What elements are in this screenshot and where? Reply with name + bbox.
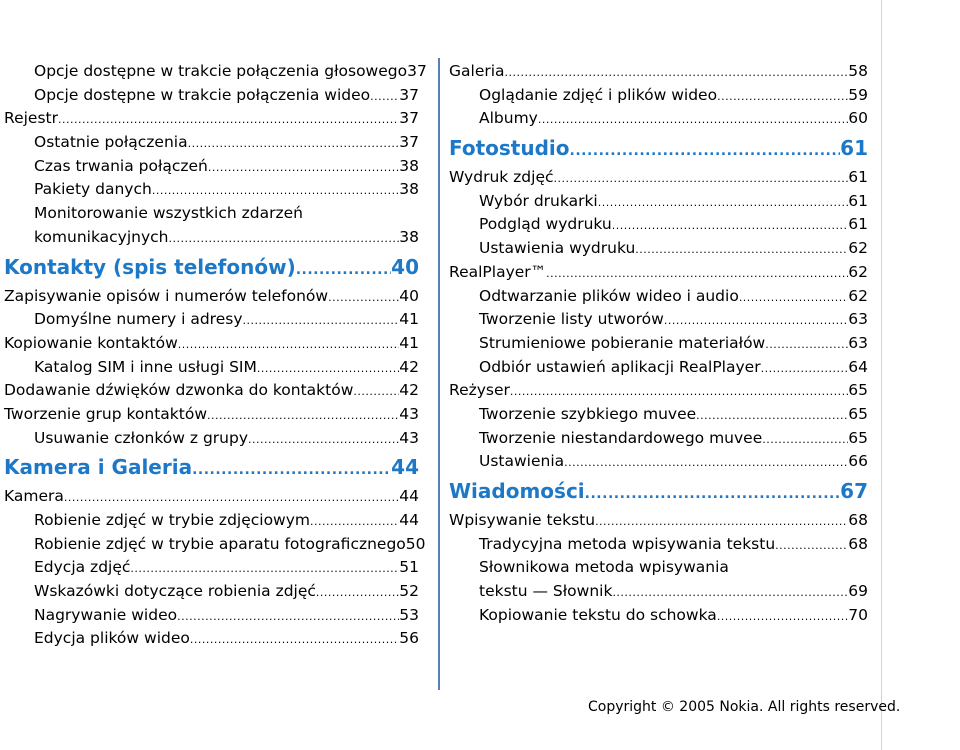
toc-entry[interactable]	[4, 178, 419, 202]
section-page-number: 44	[391, 455, 419, 480]
dot-leader	[169, 233, 400, 244]
entry-page-number: 64	[848, 357, 868, 376]
toc-entry[interactable]	[449, 60, 868, 84]
toc-entry[interactable]	[4, 580, 419, 604]
dot-leader	[178, 339, 399, 350]
entry-page-number: 53	[399, 605, 419, 624]
entry-page-number: 44	[399, 511, 419, 529]
entry-page-number: 63	[848, 310, 868, 329]
entry-page-number: 63	[848, 333, 868, 352]
entry-title: Albumy	[479, 109, 538, 128]
toc-section-heading[interactable]	[449, 131, 868, 166]
entry-title: Ustawienia wydruku	[479, 239, 636, 258]
copyright-notice: Copyright © 2005 Nokia. All rights reserved.	[588, 699, 901, 715]
entry-page-number: 37	[407, 62, 427, 80]
entry-title: Ostatnie połączenia	[34, 133, 188, 152]
entry-page-number: 50	[405, 534, 426, 553]
toc-entry[interactable]	[4, 226, 419, 250]
entry-title: Edycja zdjęć	[34, 558, 131, 577]
dot-leader	[296, 263, 391, 277]
toc-entry[interactable]	[4, 604, 419, 628]
entry-title: Tworzenie grup kontaktów	[4, 404, 208, 423]
entry-page-number: 70	[848, 605, 868, 624]
dot-leader	[370, 91, 399, 102]
dot-leader	[598, 197, 849, 208]
entry-page-number: 41	[399, 310, 419, 329]
dot-leader	[761, 363, 849, 374]
section-page-number: 67	[840, 479, 868, 503]
toc-entry[interactable]	[4, 60, 427, 84]
entry-page-number: 42	[399, 357, 419, 376]
entry-title: Domyślne numery i adresy	[34, 310, 243, 329]
toc-entry[interactable]	[4, 107, 419, 131]
dot-leader	[243, 315, 400, 326]
toc-section-heading[interactable]	[449, 474, 868, 509]
section-title: Kamera i Galeria	[4, 455, 193, 480]
entry-title: Odbiór ustawień aplikacji RealPlayer	[479, 357, 761, 376]
toc-entry[interactable]	[4, 202, 419, 226]
entry-title: Strumieniowe pobieranie materiałów	[479, 333, 766, 352]
toc-entry[interactable]	[449, 332, 868, 356]
entry-page-number: 68	[848, 534, 868, 553]
entry-title: Ustawienia	[479, 452, 565, 471]
toc-entry[interactable]	[4, 556, 419, 580]
toc-entry[interactable]	[449, 533, 868, 557]
dot-leader	[570, 144, 841, 158]
entry-page-number: 56	[399, 629, 419, 648]
entry-title: Wybór drukarki	[479, 191, 598, 210]
entry-page-number: 65	[848, 428, 868, 447]
entry-page-number: 66	[848, 452, 868, 471]
entry-title: Robienie zdjęć w trybie zdjęciowym	[34, 511, 311, 529]
dot-leader	[328, 292, 399, 303]
entry-title: Oglądanie zdjęć i plików wideo	[479, 85, 718, 104]
entry-title: Zapisywanie opisów i numerów telefonów	[4, 286, 329, 305]
entry-title: Katalog SIM i inne usługi SIM	[34, 357, 257, 376]
toc-entry[interactable]	[449, 107, 868, 131]
dot-leader	[353, 386, 399, 397]
dot-leader	[316, 587, 399, 598]
entry-page-number: 61	[848, 215, 868, 234]
toc-entry[interactable]	[4, 84, 419, 108]
dot-leader	[257, 363, 399, 374]
entry-page-number: 40	[399, 286, 419, 305]
entry-title: Opcje dostępne w trakcie połączenia głosowego	[34, 62, 408, 80]
entry-page-number: 38	[399, 180, 419, 199]
toc-entry[interactable]	[449, 166, 868, 190]
entry-title: Tworzenie niestandardowego muvee	[479, 428, 763, 447]
section-title: Fotostudio	[449, 136, 570, 161]
entry-title: Tradycyjna metoda wpisywania tekstu	[479, 534, 776, 553]
entry-page-number: 44	[399, 487, 419, 506]
toc-entry[interactable]	[449, 580, 868, 604]
entry-page-number: 58	[848, 62, 868, 80]
entry-title: Tworzenie listy utworów	[479, 310, 664, 329]
dot-leader	[538, 114, 848, 125]
toc-entry[interactable]	[4, 308, 419, 332]
toc-entry[interactable]	[4, 427, 419, 451]
entry-title: Nagrywanie wideo	[34, 605, 178, 624]
toc-entry[interactable]	[449, 450, 868, 474]
entry-title: Edycja plików wideo	[34, 629, 190, 648]
dot-leader	[152, 185, 399, 196]
entry-title: Czas trwania połączeń	[34, 156, 208, 175]
dot-leader	[208, 162, 399, 173]
toc-section-heading[interactable]	[4, 250, 419, 285]
dot-leader	[664, 315, 848, 326]
toc-entry[interactable]	[4, 485, 419, 509]
toc-column-left	[4, 60, 427, 651]
toc-section-heading[interactable]	[4, 450, 419, 485]
section-page-number: 61	[840, 136, 868, 161]
dot-leader	[505, 67, 849, 78]
dot-leader	[717, 91, 848, 102]
entry-page-number: 37	[399, 133, 419, 152]
toc-column-right	[449, 60, 868, 627]
entry-page-number: 43	[399, 404, 419, 423]
dot-leader	[762, 434, 848, 445]
dot-leader	[564, 457, 848, 468]
entry-page-number: 61	[848, 191, 868, 210]
page-edge-strip	[881, 0, 960, 750]
toc-entry[interactable]	[449, 427, 868, 451]
dot-leader	[696, 410, 848, 421]
entry-page-number: 37	[399, 85, 419, 104]
toc-entry[interactable]	[449, 403, 868, 427]
entry-title: Rejestr	[4, 109, 58, 128]
dot-leader	[612, 587, 848, 598]
entry-title: Kopiowanie tekstu do schowka	[479, 605, 717, 624]
dot-leader	[554, 173, 849, 184]
toc-entry[interactable]	[449, 213, 868, 237]
entry-title: Kopiowanie kontaktów	[4, 333, 178, 352]
toc-entry[interactable]	[449, 261, 868, 285]
entry-page-number: 65	[848, 381, 868, 400]
toc-entry[interactable]	[449, 308, 868, 332]
entry-page-number: 38	[399, 156, 419, 175]
entry-page-number: 42	[399, 381, 419, 400]
dot-leader	[177, 611, 399, 622]
toc-entry[interactable]	[4, 627, 419, 651]
toc-entry[interactable]	[449, 509, 868, 533]
dot-leader	[207, 410, 399, 421]
entry-page-number: 69	[848, 582, 868, 601]
dot-leader	[192, 463, 391, 477]
toc-entry[interactable]	[4, 403, 419, 427]
dot-leader	[58, 114, 399, 125]
entry-title: komunikacyjnych	[34, 227, 169, 246]
toc-entry[interactable]	[4, 509, 419, 533]
dot-leader	[635, 244, 848, 255]
entry-page-number: 68	[848, 511, 868, 529]
entry-page-number: 43	[399, 428, 419, 447]
entry-page-number: 62	[848, 239, 868, 258]
toc-entry[interactable]	[449, 604, 868, 628]
dot-leader	[510, 386, 848, 397]
entry-title: Pakiety danych	[34, 180, 152, 199]
entry-page-number: 60	[848, 109, 868, 128]
entry-title: Wydruk zdjęć	[449, 168, 554, 187]
entry-title: Tworzenie szybkiego muvee	[479, 404, 697, 423]
dot-leader	[130, 563, 399, 574]
dot-leader	[310, 516, 399, 527]
dot-leader	[248, 434, 399, 445]
dot-leader	[64, 492, 399, 503]
toc-entry[interactable]	[449, 285, 868, 309]
entry-title: Kamera	[4, 487, 64, 506]
entry-title: Galeria	[449, 62, 505, 80]
dot-leader	[717, 611, 848, 622]
toc-entry[interactable]	[449, 237, 868, 261]
dot-leader	[190, 634, 399, 645]
entry-title: Podgląd wydruku	[479, 215, 612, 234]
dot-leader	[612, 220, 849, 231]
dot-leader	[765, 339, 848, 350]
entry-title: Robienie zdjęć w trybie aparatu fotograficznego	[34, 534, 406, 553]
toc-entry[interactable]	[4, 285, 419, 309]
entry-page-number: 41	[399, 333, 419, 352]
entry-page-number: 38	[399, 227, 419, 246]
section-page-number: 40	[391, 254, 419, 279]
entry-page-number: 61	[848, 168, 868, 187]
dot-leader	[595, 516, 848, 527]
entry-title: Usuwanie członków z grupy	[34, 428, 249, 447]
toc-entry[interactable]	[4, 332, 419, 356]
dot-leader	[188, 138, 400, 149]
dot-leader	[546, 268, 848, 279]
dot-leader	[585, 487, 840, 501]
section-title: Kontakty (spis telefonów)	[4, 254, 296, 279]
toc-entry[interactable]	[449, 379, 868, 403]
entry-title: Opcje dostępne w trakcie połączenia wideo	[34, 85, 371, 104]
entry-page-number: 65	[848, 404, 868, 423]
entry-title: Monitorowanie wszystkich zdarzeń	[34, 204, 303, 223]
entry-title: Słownikowa metoda wpisywania	[479, 558, 729, 577]
entry-title: Reżyser	[449, 381, 510, 400]
toc-entry[interactable]	[4, 131, 419, 155]
entry-title: Odtwarzanie plików wideo i audio	[479, 286, 739, 305]
entry-page-number: 52	[399, 582, 419, 601]
toc-entry[interactable]	[449, 556, 868, 580]
entry-title: Dodawanie dźwięków dzwonka do kontaktów	[4, 381, 354, 400]
toc-entry[interactable]	[449, 84, 868, 108]
entry-page-number: 59	[848, 85, 868, 104]
entry-page-number: 62	[848, 286, 868, 305]
toc-entry[interactable]	[4, 379, 419, 403]
entry-page-number: 37	[399, 109, 419, 128]
toc-entry[interactable]	[4, 356, 419, 380]
entry-title: Wpisywanie tekstu	[449, 511, 596, 529]
entry-title: Wskazówki dotyczące robienia zdjęć	[34, 582, 316, 601]
toc-entry[interactable]	[4, 533, 426, 557]
toc-entry[interactable]	[4, 155, 419, 179]
entry-page-number: 51	[399, 558, 419, 577]
dot-leader	[739, 292, 848, 303]
column-divider	[438, 58, 440, 690]
entry-page-number: 62	[848, 262, 868, 281]
dot-leader	[775, 540, 848, 551]
toc-entry[interactable]	[449, 356, 868, 380]
entry-title: RealPlayer™	[449, 262, 547, 281]
section-title: Wiadomości	[449, 479, 585, 503]
toc-entry[interactable]	[449, 190, 868, 214]
entry-title: tekstu — Słownik	[479, 582, 613, 601]
